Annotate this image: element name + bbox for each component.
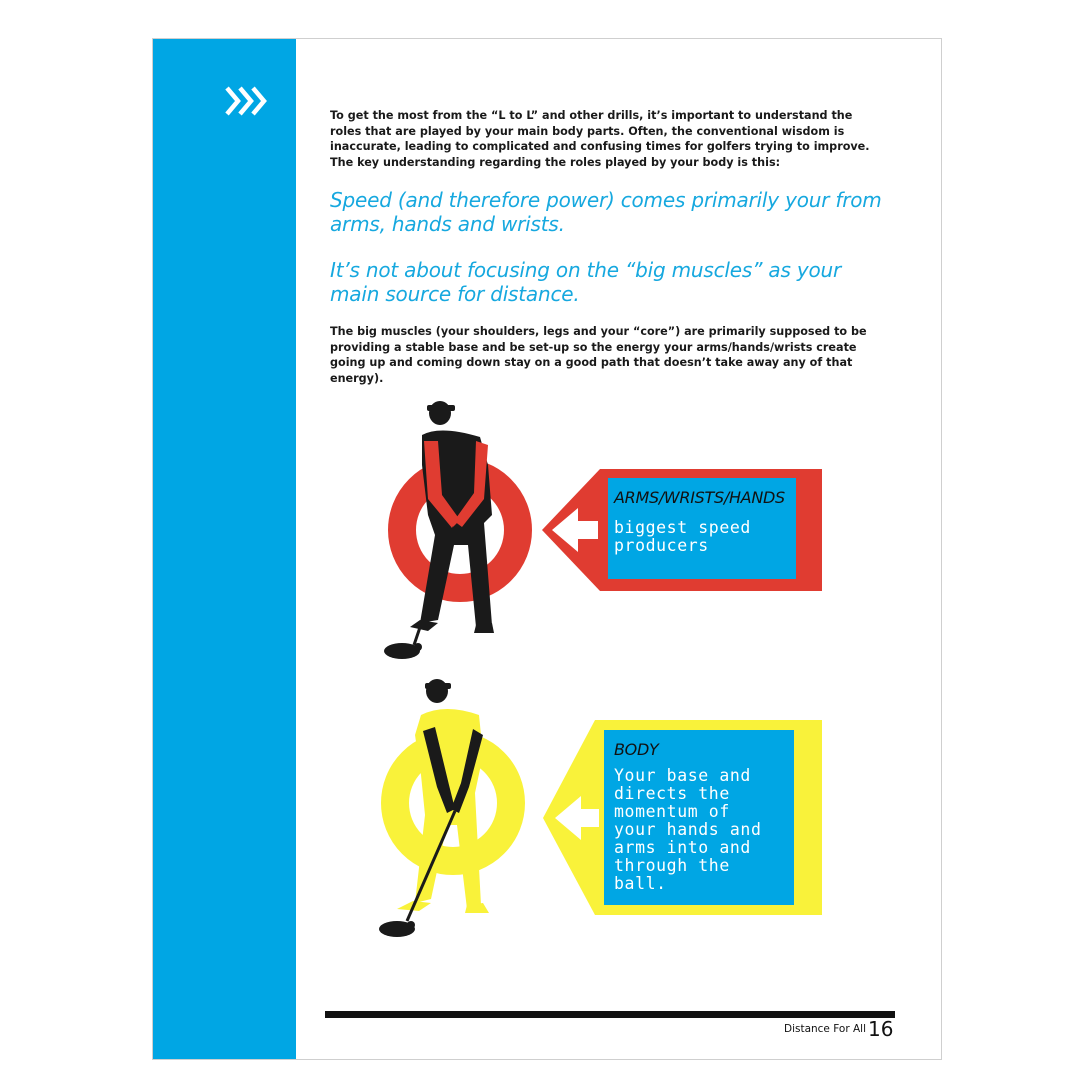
footer-book-title: Distance For All <box>783 1023 866 1035</box>
sidebar <box>153 39 296 1059</box>
quote-big-muscles: It’s not about focusing on the “big muscles” as your main source for distance. <box>330 258 841 306</box>
callout-2-line: momentum of <box>614 802 730 821</box>
callout-2-line: directs the <box>614 784 730 803</box>
page-number: 16 <box>868 1017 894 1041</box>
callout-2-line: arms into and <box>614 838 751 857</box>
footer-rule <box>325 1011 895 1018</box>
callout-2-line: through the <box>614 856 730 875</box>
callout-1-text <box>614 519 751 555</box>
golfer-arms-figure <box>380 395 830 665</box>
quote-speed: Speed (and therefore power) comes primarily your from arms, hands and wrists. <box>330 188 882 236</box>
callout-2-title: BODY <box>614 740 659 759</box>
callout-2-line: Your base and <box>614 766 751 785</box>
callout-2-line: your hands and <box>614 820 762 839</box>
callout-1-line: producers <box>614 536 709 555</box>
golfer-body-figure <box>375 675 830 945</box>
callout-1-title: ARMS/WRISTS/HANDS <box>614 488 785 507</box>
callout-2-line: ball. <box>614 874 667 893</box>
body-paragraph: The big muscles (your shoulders, legs and your “core”) are primarily supposed to be providing a stable base and be set-up so the energy your arms/hands/wrists create going up and coming down stay on a good path that doesn’t take away any of that energy). <box>330 325 867 385</box>
callout-1-line: biggest speed <box>614 518 751 537</box>
intro-paragraph: To get the most from the “L to L” and other drills, it’s important to understand the roles that are played by your main body parts. Often, the conventional wisdom is inaccurate, leading to complicated and confusing times for golfers trying to improve. The key understanding regarding the roles played by your body is this: <box>330 109 870 169</box>
triple-chevron-icon <box>224 86 270 116</box>
callout-2-text <box>614 767 761 893</box>
golfer-head <box>425 679 451 703</box>
